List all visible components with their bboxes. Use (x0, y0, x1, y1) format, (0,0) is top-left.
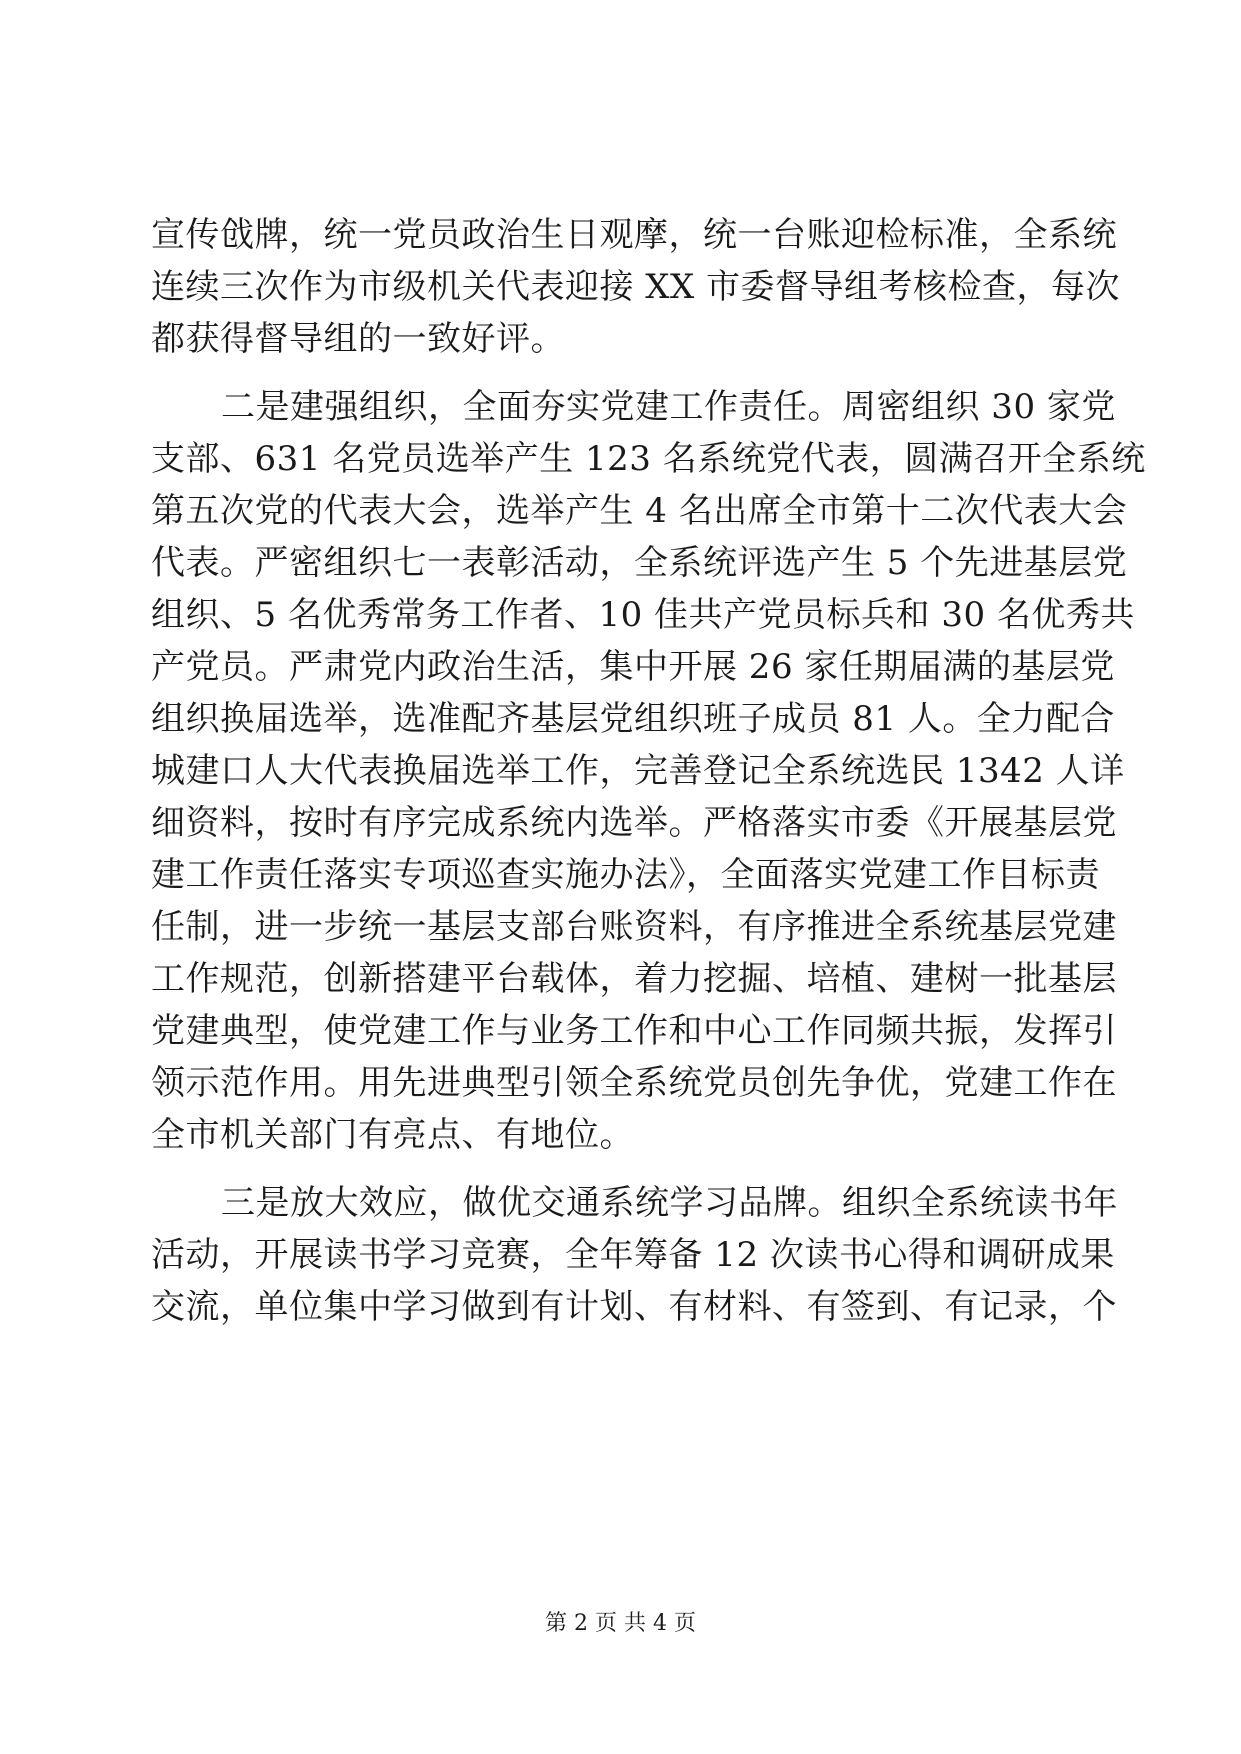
page-number-footer: 第 2 页 共 4 页 (545, 1611, 696, 1636)
paragraph-2-line-2: 支部、631 名党员选举产生 123 名系统党代表，圆满召开全系统 (151, 439, 1146, 479)
paragraph-2-line-12: 工作规范，创新搭建平台载体，着力挖掘、培植、建树一批基层 (151, 959, 1117, 999)
paragraph-1-line-3: 都获得督导组的一致好评。 (151, 319, 565, 359)
paragraph-2-line-6: 产党员。严肃党内政治生活，集中开展 26 家任期届满的基层党 (151, 647, 1115, 687)
paragraph-2-line-4: 代表。严密组织七一表彰活动，全系统评选产生 5 个先进基层党 (151, 543, 1128, 583)
paragraph-3-line-1: 三是放大效应，做优交通系统学习品牌。组织全系统读书年 (221, 1183, 1118, 1223)
paragraph-2-line-1: 二是建强组织，全面夯实党建工作责任。周密组织 30 家党 (221, 387, 1116, 427)
paragraph-2-line-11: 任制，进一步统一基层支部台账资料，有序推进全系统基层党建 (151, 907, 1117, 947)
paragraph-1-line-1: 宣传戗牌，统一党员政治生日观摩，统一台账迎检标准，全系统 (151, 215, 1117, 255)
paragraph-3-line-3: 交流，单位集中学习做到有计划、有材料、有签到、有记录，个 (151, 1287, 1117, 1327)
paragraph-3-line-2: 活动，开展读书学习竞赛，全年筹备 12 次读书心得和调研成果 (151, 1235, 1115, 1275)
paragraph-2-line-5: 组织、5 名优秀常务工作者、10 佳共产党员标兵和 30 名优秀共 (151, 595, 1135, 635)
paragraph-2-line-13: 党建典型，使党建工作与业务工作和中心工作同频共振，发挥引 (151, 1011, 1117, 1051)
paragraph-2-line-9: 细资料，按时有序完成系统内选举。严格落实市委《开展基层党 (151, 803, 1117, 843)
paragraph-2-line-7: 组织换届选举，选准配齐基层党组织班子成员 81 人。全力配合 (151, 699, 1115, 739)
paragraph-2-line-10: 建工作责任落实专项巡查实施办法》，全面落实党建工作目标责 (151, 855, 1100, 895)
paragraph-2-line-15: 全市机关部门有亮点、有地位。 (151, 1115, 634, 1155)
paragraph-2-line-14: 领示范作用。用先进典型引领全系统党员创先争优，党建工作在 (151, 1063, 1117, 1103)
paragraph-2-line-8: 城建口人大代表换届选举工作，完善登记全系统选民 1342 人详 (151, 751, 1125, 791)
paragraph-1-line-2: 连续三次作为市级机关代表迎接 XX 市委督导组考核检查，每次 (151, 267, 1121, 307)
paragraph-2-line-3: 第五次党的代表大会，选举产生 4 名出席全市第十二次代表大会 (151, 491, 1128, 531)
